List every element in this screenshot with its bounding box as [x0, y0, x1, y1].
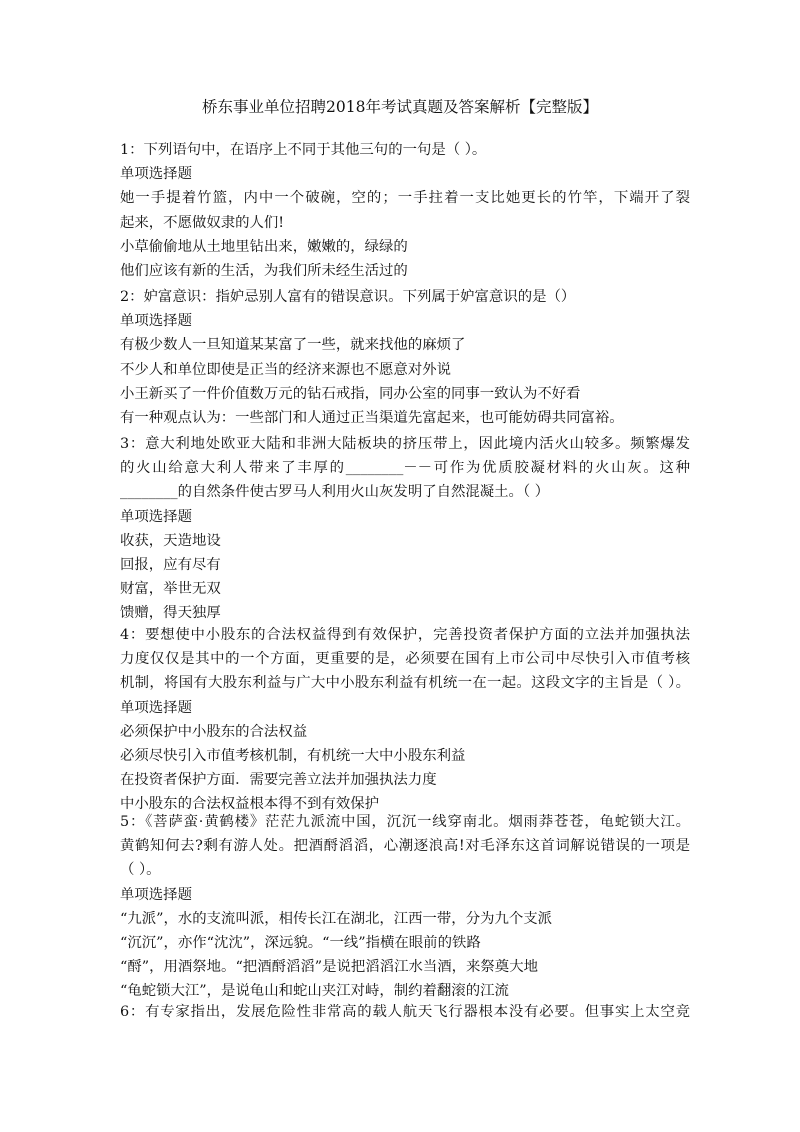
question-stem: 机制，将国有大股东利益与广大中小股东利益有机统一在一起。这段文字的主旨是（ ）。: [120, 675, 690, 692]
question-stem: 5：《菩萨蛮·黄鹤楼》茫茫九派流中国，沉沉一线穿南北。烟雨莽苍苍，龟蛇锁大江。: [120, 814, 690, 830]
option-d: 他们应该有新的生活，为我们所未经生活过的: [120, 263, 408, 280]
question-6: [120, 1000, 690, 1024]
question-stem: 黄鹤知何去?剩有游人处。把酒酹滔滔，心潮逐浪高!对毛泽东这首词解说错误的一项是: [120, 838, 690, 855]
option-b: 不少人和单位即使是正当的经济来源也不愿意对外说: [120, 361, 451, 378]
question-stem: 1：下列语句中，在语序上不同于其他三句的一句是（ ）。: [120, 142, 487, 158]
document-title: 桥东事业单位招聘2018年考试真题及答案解析【完整版】: [202, 98, 598, 116]
option-c: 在投资者保护方面．需要完善立法并加强执法力度: [120, 772, 437, 789]
question-stem: 3：意大利地处欧亚大陆和非洲大陆板块的挤压带上，因此境内活火山较多。频繁爆发: [120, 436, 690, 452]
question-stem: （ ）。: [120, 862, 161, 879]
question-type: 单项选择题: [120, 699, 192, 716]
question-stem: 的火山给意大利人带来了丰厚的________－－可作为优质胶凝材料的火山灰。这种: [120, 460, 690, 477]
option-b: “沉沉”，亦作“沈沈”，深远貌。“一线”指横在眼前的铁路: [120, 935, 481, 952]
option-d: 中小股东的合法权益根本得不到有效保护: [120, 796, 380, 813]
question-1: [120, 138, 690, 283]
question-3: [120, 432, 690, 626]
question-4: [120, 623, 690, 817]
question-stem: 6：有专家指出，发展危险性非常高的载人航天飞行器根本没有必要。但事实上太空竞: [120, 1004, 690, 1020]
question-stem: 4：要想使中小股东的合法权益得到有效保护，完善投资者保护方面的立法并加强执法: [120, 627, 690, 643]
option-a: 必须保护中小股东的合法权益: [120, 723, 308, 740]
option-c: 财富，举世无双: [120, 581, 221, 598]
option-d: 有一种观点认为：一些部门和人通过正当渠道先富起来，也可能妨碍共同富裕。: [120, 410, 624, 427]
option-a: “九派”，水的支流叫派，相传长江在湖北，江西一带，分为九个支派: [120, 910, 553, 927]
question-5: [120, 810, 690, 1004]
option-b: 必须尽快引入市值考核机制，有机统一大中小股东利益: [120, 748, 466, 765]
question-stem: 2：妒富意识：指妒忌别人富有的错误意识。下列属于妒富意识的是（）: [120, 289, 576, 305]
option-d: 馈赠，得天独厚: [120, 605, 221, 622]
question-stem: ________的自然条件使古罗马人利用火山灰发明了自然混凝土。（ ）: [120, 484, 550, 501]
question-type: 单项选择题: [120, 166, 192, 183]
question-type: 单项选择题: [120, 508, 192, 525]
option-a: 她一手提着竹篮，内中一个破碗，空的；一手拄着一支比她更长的竹竿，下端开了裂: [120, 190, 690, 207]
option-c: 小王新买了一件价值数万元的钻石戒指，同办公室的同事一致认为不好看: [120, 385, 581, 402]
question-stem: 力度仅仅是其中的一个方面，更重要的是，必须要在国有上市公司中尽快引入市值考核: [120, 651, 690, 668]
question-type: 单项选择题: [120, 886, 192, 903]
option-a: 收获，天造地设: [120, 532, 221, 549]
option-d: “龟蛇锁大江”，是说龟山和蛇山夹江对峙，制约着翻滚的江流: [120, 983, 509, 1000]
question-type: 单项选择题: [120, 313, 192, 330]
option-c: “酹”，用酒祭地。“把酒酹滔滔”是说把滔滔江水当酒，来祭奠大地: [120, 959, 538, 976]
question-2: [120, 285, 690, 430]
option-b: 回报，应有尽有: [120, 557, 221, 574]
option-a: 有极少数人一旦知道某某富了一些，就来找他的麻烦了: [120, 337, 466, 354]
option-b: 起来，不愿做奴隶的人们!: [120, 214, 285, 231]
option-c: 小草偷偷地从土地里钻出来，嫩嫩的，绿绿的: [120, 238, 408, 255]
